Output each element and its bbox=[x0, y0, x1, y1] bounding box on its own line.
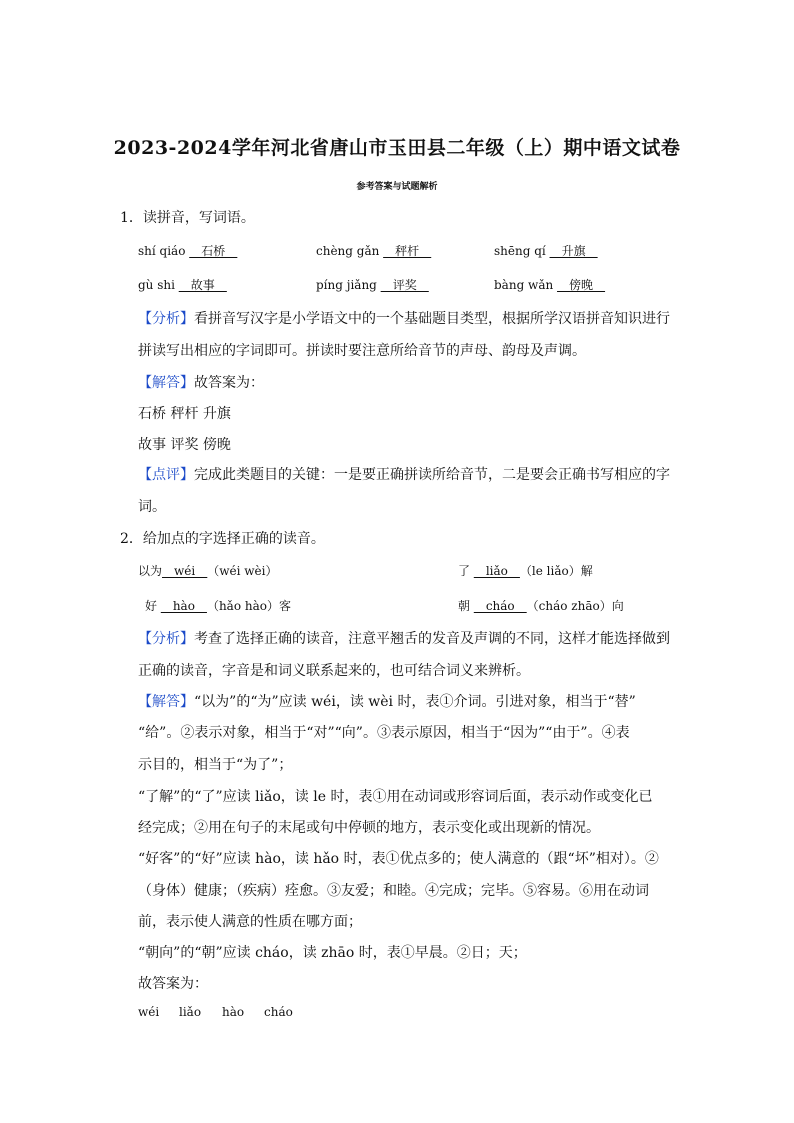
q2-word-tail: 解 bbox=[580, 564, 593, 578]
q1-comment bbox=[138, 464, 670, 484]
page-subtitle: 参考答案与试题解析 bbox=[356, 182, 438, 192]
analysis-text: 考查了选择正确的读音，注意平翘舌的发音及声调的不同，这样才能选择做到 bbox=[194, 631, 670, 647]
answer-intro: 故答案为： bbox=[194, 375, 264, 391]
q2-answer-text: “好客”的“好”应读 hào，读 hǎo 时，表①优点多的；使人满意的（跟“坏”相对）。② bbox=[138, 851, 659, 867]
q1-answer-line: 故事 评奖 傍晚 bbox=[138, 437, 231, 453]
q2-options: （hǎo hào） bbox=[206, 599, 279, 613]
q2-final-answers bbox=[138, 1005, 293, 1019]
q1-answer: __评奖__ bbox=[380, 278, 429, 292]
question-2-heading: 2．给加点的字选择正确的读音。 bbox=[120, 531, 325, 547]
final-answer: liǎo bbox=[179, 1005, 202, 1019]
q1-item bbox=[316, 276, 429, 293]
q1-item bbox=[316, 242, 431, 259]
q1-answer: __傍晚__ bbox=[557, 278, 606, 292]
q1-pinyin: shēng qí bbox=[494, 244, 546, 258]
comment-tag: 【点评】 bbox=[138, 467, 194, 483]
q2-word: 朝 bbox=[458, 599, 474, 613]
q2-options: （cháo zhāo） bbox=[526, 599, 612, 613]
q2-item bbox=[458, 562, 593, 579]
q2-answer-text: （身体）健康；（疾病）痊愈。③友爱；和睦。④完成；完毕。⑤容易。⑥用在动词 bbox=[138, 883, 649, 899]
q2-final-intro: 故答案为： bbox=[138, 976, 208, 992]
q1-pinyin: gù shi bbox=[138, 278, 175, 292]
comment-text: 完成此类题目的关键：一是要正确拼读所给音节，二是要会正确书写相应的字 bbox=[194, 467, 670, 483]
q2-item bbox=[145, 597, 291, 614]
q1-answer: __故事__ bbox=[178, 278, 227, 292]
q2-answer: __hào__ bbox=[160, 599, 207, 613]
q2-options: （wéi wèi） bbox=[207, 564, 278, 578]
q2-answer-text: 前，表示使人满意的性质在哪方面； bbox=[138, 914, 362, 930]
q2-analysis-cont: 正确的读音，字音是和词义联系起来的，也可结合词义来辨析。 bbox=[138, 663, 530, 679]
answer-text: “以为”的“为”应读 wéi，读 wèi 时，表①介词。引进对象，相当于“替” bbox=[194, 694, 636, 710]
final-answer: wéi bbox=[138, 1005, 160, 1019]
final-answer: hào bbox=[222, 1005, 245, 1019]
q1-item bbox=[138, 242, 237, 259]
q1-pinyin: shí qiáo bbox=[138, 244, 186, 258]
q1-answer-block bbox=[138, 372, 264, 392]
q2-answer-text: 示目的，相当于“为了”； bbox=[138, 757, 293, 773]
q2-answer-block bbox=[138, 691, 636, 711]
q2-answer: __liǎo__ bbox=[473, 564, 520, 578]
q2-analysis bbox=[138, 628, 670, 648]
q1-answer-line: 石桥 秤杆 升旗 bbox=[138, 406, 231, 422]
q1-analysis bbox=[138, 308, 670, 328]
q1-answer: __升旗__ bbox=[549, 244, 598, 258]
q1-pinyin: píng jiǎng bbox=[316, 278, 377, 292]
q2-word-tail: 向 bbox=[611, 599, 624, 613]
q2-answer-text: “给”。②表示对象，相当于“对”“向”。③表示原因，相当于“因为”“由于”。④表 bbox=[138, 725, 630, 741]
q2-answer: __cháo__ bbox=[473, 599, 527, 613]
analysis-tag: 【分析】 bbox=[138, 631, 194, 647]
q2-item bbox=[138, 562, 277, 579]
q2-word: 好 bbox=[145, 599, 161, 613]
q1-analysis-cont: 拼读写出相应的字词即可。拼读时要注意所给音节的声母、韵母及声调。 bbox=[138, 343, 586, 359]
analysis-text: 看拼音写汉字是小学语文中的一个基础题目类型，根据所学汉语拼音知识进行 bbox=[194, 311, 670, 327]
q1-pinyin: chèng gǎn bbox=[316, 244, 380, 258]
answer-tag: 【解答】 bbox=[138, 375, 194, 391]
q2-answer-text: “了解”的“了”应读 liǎo，读 le 时，表①用在动词或形容词后面，表示动作或变化已 bbox=[138, 789, 653, 805]
final-answer: cháo bbox=[264, 1005, 293, 1019]
q2-word: 了 bbox=[458, 564, 474, 578]
q1-item bbox=[494, 242, 598, 259]
q1-comment-cont: 词。 bbox=[138, 499, 166, 515]
q2-word: 以为 bbox=[138, 564, 163, 578]
q1-item bbox=[494, 276, 605, 293]
q2-answer-text: 经完成；②用在句子的末尾或句中停顿的地方，表示变化或出现新的情况。 bbox=[138, 820, 600, 836]
q2-options: （le liǎo） bbox=[519, 564, 581, 578]
q2-item bbox=[458, 597, 624, 614]
answer-tag: 【解答】 bbox=[138, 694, 194, 710]
q2-word-tail: 客 bbox=[278, 599, 291, 613]
q1-answer: __秤杆__ bbox=[383, 244, 432, 258]
q2-answer: __wéi__ bbox=[162, 564, 208, 578]
q1-item bbox=[138, 276, 227, 293]
question-1-heading: 1．读拼音，写词语。 bbox=[120, 210, 255, 226]
q2-answer-text: “朝向”的“朝”应读 cháo，读 zhāo 时，表①早晨。②日；天； bbox=[138, 945, 527, 961]
q1-answer: __石桥__ bbox=[189, 244, 238, 258]
q1-pinyin: bàng wǎn bbox=[494, 278, 554, 292]
page-title: 2023-2024学年河北省唐山市玉田县二年级（上）期中语文试卷 bbox=[113, 137, 681, 159]
analysis-tag: 【分析】 bbox=[138, 311, 194, 327]
